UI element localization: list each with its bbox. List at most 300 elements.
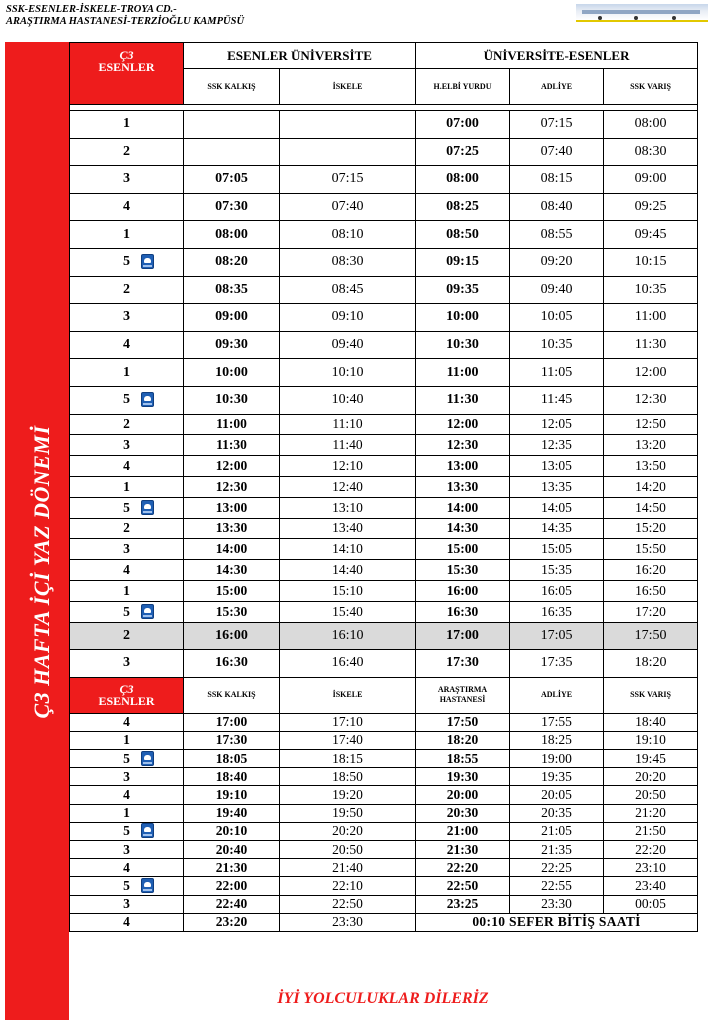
bus-number-cell bbox=[70, 895, 184, 913]
adliye-time: 22:25 bbox=[510, 859, 604, 877]
bus-number-cell bbox=[70, 111, 184, 139]
helbi-yurdu-time: 11:30 bbox=[416, 386, 510, 414]
ssk-kalkis-time: 11:00 bbox=[184, 414, 280, 435]
arastirma-hastanesi-time: 20:00 bbox=[416, 786, 510, 804]
ssk-kalkis-time: 08:35 bbox=[184, 276, 280, 304]
adliye-time: 19:00 bbox=[510, 750, 604, 768]
bus-number-cell bbox=[70, 221, 184, 249]
adliye-time: 16:35 bbox=[510, 601, 604, 622]
ssk-varis-time: 08:30 bbox=[604, 138, 698, 166]
iskele-time: 11:10 bbox=[280, 414, 416, 435]
ssk-kalkis-time: 22:00 bbox=[184, 877, 280, 895]
iskele-time: 07:15 bbox=[280, 166, 416, 194]
iskele-time: 22:10 bbox=[280, 877, 416, 895]
ssk-varis-time: 09:45 bbox=[604, 221, 698, 249]
title-line-1: SSK-ESENLER-İSKELE-TROYA CD.- bbox=[6, 4, 177, 15]
bus-number-cell bbox=[70, 750, 184, 768]
schedule-table bbox=[69, 42, 698, 932]
ssk-kalkis-time: 08:00 bbox=[184, 221, 280, 249]
iskele-time: 23:30 bbox=[280, 913, 416, 931]
iskele-time: 20:50 bbox=[280, 841, 416, 859]
bus-number: 2 bbox=[123, 520, 130, 536]
helbi-yurdu-time: 09:15 bbox=[416, 248, 510, 276]
helbi-yurdu-time: 17:30 bbox=[416, 650, 510, 678]
ssk-varis-time: 17:20 bbox=[604, 601, 698, 622]
ssk-varis-time: 09:25 bbox=[604, 193, 698, 221]
helbi-yurdu-time: 12:00 bbox=[416, 414, 510, 435]
adliye-time: 07:40 bbox=[510, 138, 604, 166]
table-row bbox=[70, 622, 698, 650]
route-badge-bottom: Ç3 ESENLER bbox=[70, 677, 184, 713]
helbi-yurdu-time: 10:00 bbox=[416, 304, 510, 332]
ssk-kalkis-time: 20:40 bbox=[184, 841, 280, 859]
bus-number: 1 bbox=[123, 116, 130, 132]
ssk-varis-time: 15:50 bbox=[604, 539, 698, 560]
footer-message: İYİ YOLCULUKLAR DİLERİZ bbox=[277, 990, 489, 1007]
ssk-varis-time: 00:05 bbox=[604, 895, 698, 913]
bus-number-cell bbox=[70, 713, 184, 731]
bus-number: 1 bbox=[123, 364, 130, 380]
bus-number: 1 bbox=[123, 478, 130, 494]
col-header-helbi-yurdu: H.ELBİ YURDU bbox=[416, 69, 510, 105]
arastirma-hastanesi-time: 22:20 bbox=[416, 859, 510, 877]
adliye-time: 11:05 bbox=[510, 359, 604, 387]
table-row bbox=[70, 768, 698, 786]
table-row bbox=[70, 414, 698, 435]
ssk-kalkis-time: 16:00 bbox=[184, 622, 280, 650]
accessible-bus-icon bbox=[141, 254, 154, 269]
ssk-kalkis-time: 09:30 bbox=[184, 331, 280, 359]
ssk-varis-time: 12:00 bbox=[604, 359, 698, 387]
bus-number-cell bbox=[70, 580, 184, 601]
adliye-time: 19:35 bbox=[510, 768, 604, 786]
table-row bbox=[70, 497, 698, 518]
bus-number: 4 bbox=[123, 199, 130, 215]
iskele-time: 11:40 bbox=[280, 435, 416, 456]
helbi-yurdu-time: 10:30 bbox=[416, 331, 510, 359]
adliye-time: 18:25 bbox=[510, 731, 604, 749]
section-header-right: ÜNİVERSİTE-ESENLER bbox=[416, 43, 698, 69]
adliye-time: 16:05 bbox=[510, 580, 604, 601]
ssk-varis-time: 12:30 bbox=[604, 386, 698, 414]
adliye-time: 23:30 bbox=[510, 895, 604, 913]
ssk-varis-time: 13:50 bbox=[604, 456, 698, 477]
col-header-arastirma-hastanesi: ARAŞTIRMA HASTANESİ bbox=[416, 677, 510, 713]
bus-number: 4 bbox=[123, 787, 130, 803]
table-row bbox=[70, 276, 698, 304]
iskele-time: 09:40 bbox=[280, 331, 416, 359]
ssk-varis-time: 21:50 bbox=[604, 822, 698, 840]
iskele-time: 10:40 bbox=[280, 386, 416, 414]
bus-number: 5 bbox=[123, 823, 130, 839]
ssk-varis-time: 19:10 bbox=[604, 731, 698, 749]
adliye-time: 21:35 bbox=[510, 841, 604, 859]
ssk-varis-time: 21:20 bbox=[604, 804, 698, 822]
adliye-time: 17:35 bbox=[510, 650, 604, 678]
adliye-time: 14:35 bbox=[510, 518, 604, 539]
iskele-time: 14:40 bbox=[280, 560, 416, 581]
arastirma-hastanesi-time: 18:20 bbox=[416, 731, 510, 749]
ssk-varis-time: 14:50 bbox=[604, 497, 698, 518]
bus-number: 3 bbox=[123, 768, 130, 784]
bus-number: 4 bbox=[123, 914, 130, 930]
helbi-yurdu-time: 14:00 bbox=[416, 497, 510, 518]
iskele-time: 18:15 bbox=[280, 750, 416, 768]
adliye-time: 21:05 bbox=[510, 822, 604, 840]
sidebar-band bbox=[5, 42, 69, 1020]
adliye-time: 08:55 bbox=[510, 221, 604, 249]
ssk-varis-time: 14:20 bbox=[604, 476, 698, 497]
iskele-time: 19:20 bbox=[280, 786, 416, 804]
table-row bbox=[70, 713, 698, 731]
bus-number-cell bbox=[70, 731, 184, 749]
ssk-kalkis-time: 22:40 bbox=[184, 895, 280, 913]
ssk-kalkis-time: 17:30 bbox=[184, 731, 280, 749]
ssk-varis-time: 18:20 bbox=[604, 650, 698, 678]
iskele-time: 19:50 bbox=[280, 804, 416, 822]
bus-number-cell bbox=[70, 650, 184, 678]
helbi-yurdu-time: 08:50 bbox=[416, 221, 510, 249]
table-row bbox=[70, 804, 698, 822]
ssk-varis-time: 17:50 bbox=[604, 622, 698, 650]
bus-number: 3 bbox=[123, 309, 130, 325]
bus-number-cell bbox=[70, 560, 184, 581]
table-row bbox=[70, 386, 698, 414]
bus-number-cell bbox=[70, 497, 184, 518]
iskele-time: 17:10 bbox=[280, 713, 416, 731]
ssk-kalkis-time: 08:20 bbox=[184, 248, 280, 276]
accessible-bus-icon bbox=[141, 751, 154, 766]
ssk-varis-time: 18:40 bbox=[604, 713, 698, 731]
accessible-bus-icon bbox=[141, 604, 154, 619]
iskele-time bbox=[280, 111, 416, 139]
bus-number-cell bbox=[70, 841, 184, 859]
helbi-yurdu-time: 11:00 bbox=[416, 359, 510, 387]
ssk-varis-time: 10:35 bbox=[604, 276, 698, 304]
ssk-kalkis-time: 10:30 bbox=[184, 386, 280, 414]
bus-number: 4 bbox=[123, 859, 130, 875]
col-header-ssk-varis: SSK VARIŞ bbox=[604, 69, 698, 105]
bus-number: 1 bbox=[123, 732, 130, 748]
bus-number-cell bbox=[70, 913, 184, 931]
adliye-time: 17:05 bbox=[510, 622, 604, 650]
bus-number-cell bbox=[70, 331, 184, 359]
arastirma-hastanesi-time: 17:50 bbox=[416, 713, 510, 731]
ssk-kalkis-time: 07:30 bbox=[184, 193, 280, 221]
arastirma-hastanesi-time: 21:00 bbox=[416, 822, 510, 840]
bus-number-cell bbox=[70, 304, 184, 332]
iskele-time: 18:50 bbox=[280, 768, 416, 786]
adliye-time: 13:35 bbox=[510, 476, 604, 497]
bus-number: 2 bbox=[123, 627, 130, 643]
bus-number-cell bbox=[70, 786, 184, 804]
ssk-kalkis-time: 14:00 bbox=[184, 539, 280, 560]
ssk-kalkis-time bbox=[184, 111, 280, 139]
bus-number-cell bbox=[70, 359, 184, 387]
helbi-yurdu-time: 15:00 bbox=[416, 539, 510, 560]
col-header-adliye: ADLİYE bbox=[510, 677, 604, 713]
helbi-yurdu-time: 08:25 bbox=[416, 193, 510, 221]
ssk-kalkis-time: 10:00 bbox=[184, 359, 280, 387]
adliye-time: 22:55 bbox=[510, 877, 604, 895]
table-row bbox=[70, 193, 698, 221]
bus-number-cell bbox=[70, 166, 184, 194]
ssk-kalkis-time: 18:05 bbox=[184, 750, 280, 768]
ssk-varis-time: 13:20 bbox=[604, 435, 698, 456]
bus-number: 3 bbox=[123, 655, 130, 671]
accessible-bus-icon bbox=[141, 823, 154, 838]
iskele-time: 16:40 bbox=[280, 650, 416, 678]
ssk-kalkis-time: 07:05 bbox=[184, 166, 280, 194]
bus-number: 3 bbox=[123, 896, 130, 912]
table-row bbox=[70, 560, 698, 581]
ssk-kalkis-time: 15:30 bbox=[184, 601, 280, 622]
ssk-varis-time: 12:50 bbox=[604, 414, 698, 435]
ssk-varis-time: 08:00 bbox=[604, 111, 698, 139]
helbi-yurdu-time: 08:00 bbox=[416, 166, 510, 194]
table-row bbox=[70, 822, 698, 840]
ssk-kalkis-time: 19:10 bbox=[184, 786, 280, 804]
adliye-time: 15:35 bbox=[510, 560, 604, 581]
iskele-time: 15:40 bbox=[280, 601, 416, 622]
ssk-varis-time: 23:10 bbox=[604, 859, 698, 877]
ssk-varis-time: 20:50 bbox=[604, 786, 698, 804]
iskele-time: 07:40 bbox=[280, 193, 416, 221]
iskele-time: 08:45 bbox=[280, 276, 416, 304]
ssk-varis-time: 10:15 bbox=[604, 248, 698, 276]
bus-number-cell bbox=[70, 804, 184, 822]
table-row bbox=[70, 731, 698, 749]
bus-number: 5 bbox=[123, 750, 130, 766]
table-row bbox=[70, 166, 698, 194]
ssk-kalkis-time: 15:00 bbox=[184, 580, 280, 601]
bus-number: 4 bbox=[123, 337, 130, 353]
table-row bbox=[70, 435, 698, 456]
adliye-time: 12:05 bbox=[510, 414, 604, 435]
document-title bbox=[6, 4, 244, 28]
bus-number: 5 bbox=[123, 603, 130, 619]
table-row bbox=[70, 138, 698, 166]
ssk-kalkis-time: 20:10 bbox=[184, 822, 280, 840]
ssk-kalkis-time: 13:00 bbox=[184, 497, 280, 518]
bus-number: 1 bbox=[123, 226, 130, 242]
iskele-time: 22:50 bbox=[280, 895, 416, 913]
adliye-time: 11:45 bbox=[510, 386, 604, 414]
bus-number-cell bbox=[70, 622, 184, 650]
table-row bbox=[70, 750, 698, 768]
ssk-kalkis-time: 23:20 bbox=[184, 913, 280, 931]
arastirma-hastanesi-time: 23:25 bbox=[416, 895, 510, 913]
arastirma-hastanesi-time: 19:30 bbox=[416, 768, 510, 786]
bus-photo-image bbox=[576, 4, 708, 22]
bus-number: 3 bbox=[123, 171, 130, 187]
table-row bbox=[70, 304, 698, 332]
adliye-time: 17:55 bbox=[510, 713, 604, 731]
col-header-iskele: İSKELE bbox=[280, 677, 416, 713]
iskele-time: 12:40 bbox=[280, 476, 416, 497]
bus-number: 3 bbox=[123, 841, 130, 857]
ssk-varis-time: 11:30 bbox=[604, 331, 698, 359]
ssk-varis-time: 15:20 bbox=[604, 518, 698, 539]
iskele-time bbox=[280, 138, 416, 166]
iskele-time: 13:40 bbox=[280, 518, 416, 539]
bus-number-cell bbox=[70, 877, 184, 895]
bus-number: 5 bbox=[123, 392, 130, 408]
bus-number-cell bbox=[70, 193, 184, 221]
ssk-varis-time: 11:00 bbox=[604, 304, 698, 332]
helbi-yurdu-time: 15:30 bbox=[416, 560, 510, 581]
table-row bbox=[70, 786, 698, 804]
bus-number-cell bbox=[70, 822, 184, 840]
ssk-varis-time: 23:40 bbox=[604, 877, 698, 895]
table-row bbox=[70, 895, 698, 913]
bus-number-cell bbox=[70, 248, 184, 276]
iskele-time: 08:30 bbox=[280, 248, 416, 276]
col-header-ssk-varis: SSK VARIŞ bbox=[604, 677, 698, 713]
adliye-time: 09:20 bbox=[510, 248, 604, 276]
arastirma-hastanesi-time: 20:30 bbox=[416, 804, 510, 822]
table-row bbox=[70, 359, 698, 387]
table-row bbox=[70, 877, 698, 895]
ssk-kalkis-time: 18:40 bbox=[184, 768, 280, 786]
iskele-time: 16:10 bbox=[280, 622, 416, 650]
bus-number-cell bbox=[70, 414, 184, 435]
bus-number-cell bbox=[70, 138, 184, 166]
bus-number-cell bbox=[70, 276, 184, 304]
table-row bbox=[70, 859, 698, 877]
table-row bbox=[70, 913, 698, 931]
adliye-time: 15:05 bbox=[510, 539, 604, 560]
bus-number-cell bbox=[70, 518, 184, 539]
adliye-time: 08:15 bbox=[510, 166, 604, 194]
adliye-time: 10:05 bbox=[510, 304, 604, 332]
sidebar-label: Ç3 HAFTA İÇİ YAZ DÖNEMİ bbox=[29, 425, 54, 719]
helbi-yurdu-time: 13:00 bbox=[416, 456, 510, 477]
adliye-time: 08:40 bbox=[510, 193, 604, 221]
bus-number: 5 bbox=[123, 877, 130, 893]
bus-number: 2 bbox=[123, 416, 130, 432]
ssk-kalkis-time: 11:30 bbox=[184, 435, 280, 456]
ssk-kalkis-time: 19:40 bbox=[184, 804, 280, 822]
helbi-yurdu-time: 07:25 bbox=[416, 138, 510, 166]
bus-number: 1 bbox=[123, 805, 130, 821]
bus-number-cell bbox=[70, 601, 184, 622]
bus-number: 4 bbox=[123, 562, 130, 577]
bus-number: 4 bbox=[123, 458, 130, 474]
table-row bbox=[70, 650, 698, 678]
bus-number: 3 bbox=[123, 437, 130, 453]
adliye-time: 10:35 bbox=[510, 331, 604, 359]
iskele-time: 09:10 bbox=[280, 304, 416, 332]
table-row bbox=[70, 601, 698, 622]
table-row bbox=[70, 456, 698, 477]
service-end-note: 00:10 SEFER BİTİŞ SAATİ bbox=[416, 913, 698, 931]
bus-number-cell bbox=[70, 768, 184, 786]
accessible-bus-icon bbox=[141, 392, 154, 407]
adliye-time: 20:05 bbox=[510, 786, 604, 804]
col-header-ssk-kalkis: SSK KALKIŞ bbox=[184, 677, 280, 713]
iskele-time: 14:10 bbox=[280, 539, 416, 560]
helbi-yurdu-time: 09:35 bbox=[416, 276, 510, 304]
bus-number-cell bbox=[70, 456, 184, 477]
adliye-time: 13:05 bbox=[510, 456, 604, 477]
iskele-time: 13:10 bbox=[280, 497, 416, 518]
col-header-ssk-kalkis: SSK KALKIŞ bbox=[184, 69, 280, 105]
iskele-time: 12:10 bbox=[280, 456, 416, 477]
table-row bbox=[70, 111, 698, 139]
ssk-varis-time: 09:00 bbox=[604, 166, 698, 194]
bus-number: 2 bbox=[123, 143, 130, 159]
bus-number-cell bbox=[70, 476, 184, 497]
iskele-time: 20:20 bbox=[280, 822, 416, 840]
arastirma-hastanesi-time: 18:55 bbox=[416, 750, 510, 768]
iskele-time: 21:40 bbox=[280, 859, 416, 877]
col-header-adliye: ADLİYE bbox=[510, 69, 604, 105]
bus-number-cell bbox=[70, 859, 184, 877]
section-header-left: ESENLER ÜNİVERSİTE bbox=[184, 43, 416, 69]
bus-number: 5 bbox=[123, 254, 130, 270]
ssk-varis-time: 19:45 bbox=[604, 750, 698, 768]
ssk-varis-time: 20:20 bbox=[604, 768, 698, 786]
ssk-kalkis-time: 14:30 bbox=[184, 560, 280, 581]
helbi-yurdu-time: 13:30 bbox=[416, 476, 510, 497]
ssk-varis-time: 22:20 bbox=[604, 841, 698, 859]
iskele-time: 17:40 bbox=[280, 731, 416, 749]
iskele-time: 08:10 bbox=[280, 221, 416, 249]
bus-number-cell bbox=[70, 435, 184, 456]
ssk-varis-time: 16:20 bbox=[604, 560, 698, 581]
helbi-yurdu-time: 12:30 bbox=[416, 435, 510, 456]
accessible-bus-icon bbox=[141, 500, 154, 515]
bus-number: 5 bbox=[123, 499, 130, 515]
helbi-yurdu-time: 17:00 bbox=[416, 622, 510, 650]
table-row bbox=[70, 841, 698, 859]
ssk-kalkis-time: 09:00 bbox=[184, 304, 280, 332]
ssk-kalkis-time bbox=[184, 138, 280, 166]
ssk-kalkis-time: 12:30 bbox=[184, 476, 280, 497]
adliye-time: 20:35 bbox=[510, 804, 604, 822]
bus-number-cell bbox=[70, 386, 184, 414]
ssk-varis-time: 16:50 bbox=[604, 580, 698, 601]
helbi-yurdu-time: 16:30 bbox=[416, 601, 510, 622]
bus-number: 1 bbox=[123, 582, 130, 598]
ssk-kalkis-time: 13:30 bbox=[184, 518, 280, 539]
table-row bbox=[70, 518, 698, 539]
table-row bbox=[70, 221, 698, 249]
table-row bbox=[70, 580, 698, 601]
helbi-yurdu-time: 16:00 bbox=[416, 580, 510, 601]
table-row bbox=[70, 248, 698, 276]
ssk-kalkis-time: 17:00 bbox=[184, 713, 280, 731]
iskele-time: 10:10 bbox=[280, 359, 416, 387]
table-row bbox=[70, 331, 698, 359]
iskele-time: 15:10 bbox=[280, 580, 416, 601]
table-row bbox=[70, 476, 698, 497]
bus-number: 3 bbox=[123, 541, 130, 557]
adliye-time: 12:35 bbox=[510, 435, 604, 456]
accessible-bus-icon bbox=[141, 878, 154, 893]
col-header-iskele: İSKELE bbox=[280, 69, 416, 105]
table-row bbox=[70, 539, 698, 560]
arastirma-hastanesi-time: 22:50 bbox=[416, 877, 510, 895]
bus-number: 2 bbox=[123, 281, 130, 297]
ssk-kalkis-time: 12:00 bbox=[184, 456, 280, 477]
adliye-time: 09:40 bbox=[510, 276, 604, 304]
adliye-time: 07:15 bbox=[510, 111, 604, 139]
title-line-2: ARAŞTIRMA HASTANESİ-TERZİOĞLU KAMPÜSÜ bbox=[6, 16, 245, 27]
arastirma-hastanesi-time: 21:30 bbox=[416, 841, 510, 859]
ssk-kalkis-time: 16:30 bbox=[184, 650, 280, 678]
